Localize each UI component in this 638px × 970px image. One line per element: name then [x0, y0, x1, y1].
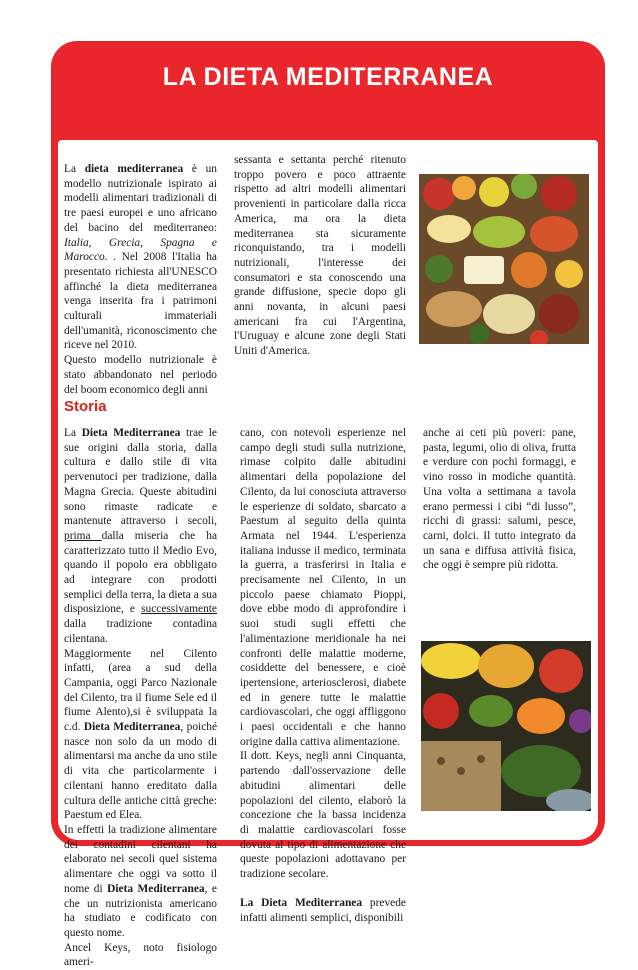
storia-paragraph-4: Ancel Keys, noto fisiologo ameri-	[64, 941, 217, 969]
storia-paragraph-2: Maggiormente nel Cilento infatti, (area a sud della Campania, oggi Parco Nazionale del Cilento, tra il fiume Sele ed il fiume Alento),si è sviluppata la c.d. Dieta Mediterranea, poiché nasce non solo da un modo di alimentarsi ma anche da uno stile di vita che particolarmente i cilentani hanno ereditato dalla cultura delle antiche città greche: Paestum ed Elea.	[64, 647, 218, 822]
storia-column-1	[64, 426, 217, 970]
mediterranean-food-photo	[419, 174, 589, 344]
intro-paragraph-3: sessanta e settanta perché ritenuto troppo povero e poco attraente rispetto ad altri modelli alimentari provenienti in particolare dalla ricca America, ma ora la dieta mediterranea sta sicuramente riconquistando, tra i modelli nutrizionali, l'interesse dei consumatori e sta conoscendo una grande diffusione, specie dopo gli anni novanta, in alcuni paesi americani fra cui l'Argentina, l'Uruguay e alcune zone degli Stati Uniti d'America.	[234, 154, 406, 358]
storia-paragraph-8: anche ai ceti più poveri: pane, pasta, legumi, olio di oliva, frutta e verdure con pochi formaggi, e vino rosso in modiche quantità. Una volta a settimana a tavola erano permessi i cibi “di lusso”, ricchi di grassi: salumi, pesce, carni, dolci. Il tutto integrato da un sana e diffusa attività fisica, che oggi è sempre più ridotta.	[423, 427, 576, 572]
page-title: LA DIETA MEDITERRANEA	[162, 63, 494, 91]
storia-paragraph-7: La Dieta Mediterranea prevede infatti alimenti semplici, disponibili	[240, 896, 406, 924]
section-heading-storia: Storia	[64, 398, 107, 415]
fruit-vegetables-photo	[421, 641, 591, 811]
storia-paragraph-3: In effetti la tradizione alimentare dei contadini cilentani ha elaborato nei secoli quel sistema alimentare che oggi va sotto il nome di Dieta Mediterranea, e che un nutrizionista americano ha studiato e codificato con questo nome.	[64, 823, 217, 939]
intro-column-1	[64, 162, 217, 397]
storia-paragraph-1: La Dieta Mediterranea trae le sue origini dalla storia, dalla cultura e dallo stile di vita pervenutoci per tradizione, dalla Magna Grecia. Queste abitudini sono rimaste radicate e mantenute attraverso i secoli, prima dalla miseria che ha caratterizzato tutto il Medio Evo, quando il popolo era obbligato ad integrare con prodotti semplici della terra, la dieta a sua disposizione, e successivamente dalla tradizione contadina cilentana.	[64, 427, 217, 645]
intro-paragraph-2: Questo modello nutrizionale è stato abbandonato nel periodo del boom economico degli anni	[64, 354, 217, 396]
storia-paragraph-5: cano, con notevoli esperienze nel campo degli studi sulla nutrizione, rimase colpito dalle abitudini alimentari della popolazione del Cilento, da lui conosciuta attraverso le esperienze di soldato, sbarcato a Paestum al seguito della quinta Armata nel 1944. L'esperienza italiana indusse il medico, terminata la guerra, a trasferirsi in Italia e precisamente nel Cilento, in un piccolo paese chiamato Pioppi, dove ebbe modo di approfondire i suoi studi sugli effetti che l'alimentazione meridionale ha nei confronti delle malattie moderne, cosiddette del benessere, e cioè ipertensione, arteriosclerosi, diabete ed in genere tutte le malattie cardiovascolari, che oggi affliggono i paesi occidentali e che hanno origine dalla cattiva alimentazione.	[240, 427, 406, 748]
storia-column-3	[423, 426, 576, 573]
storia-paragraph-6: Il dott. Keys, negli anni Cinquanta, partendo dall'osservazione delle abitudini alimentari delle popolazioni del cilento, elaborò la concezione che la bassa incidenza di malattie cardiovascolari fosse dovuta al tipo di alimentazione che queste popolazioni adottavano per tradizione secolare.	[240, 750, 406, 881]
storia-column-2	[240, 426, 406, 925]
intro-paragraph-1: La dieta mediterranea è un modello nutrizionale ispirato ai modelli alimentari tradizionali di tre paesi europei e uno africano del bacino del mediterraneo: Italia, Grecia, Spagna e Marocco. . Nel 2008 l'Italia ha presentato richiesta all'UNESCO affinché la dieta mediterranea venga inserita fra i patrimoni culturali immateriali dell'umanità, riconoscimento che riceve nel 2010.	[64, 163, 217, 352]
intro-column-2	[234, 153, 406, 359]
